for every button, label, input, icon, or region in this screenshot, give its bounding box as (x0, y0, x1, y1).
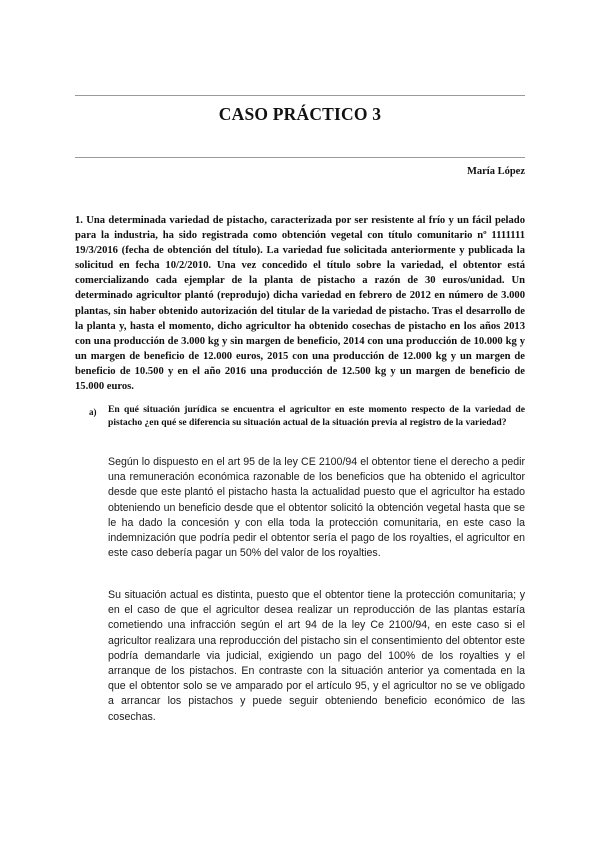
top-divider (75, 95, 525, 96)
question-paragraph: 1. Una determinada variedad de pistacho, caracterizada por ser resistente al frío y un fácil pelado para la industria, ha sido registrada como obtención vegetal con título comunitario nº 1111111 19/3/2016 (fecha de obtención del título). La variedad fue solicitada anteriormente y publicada la solicitud en fecha 10/2/2010. Una vez concedido el título sobre la variedad, el obtentor está comercializando cada ejemplar de la planta de pistacho a razón de 30 euros/unidad. Un determinado agricultor plantó (reprodujo) dicha variedad en febrero de 2012 en número de 3.000 plantas, sin haber obtenido autorización del titular de la variedad de pistacho. Tras el desarrollo de la planta y, hasta el momento, dicho agricultor ha obtenido cosechas de pistacho en los años 2013 con una producción de 3.000 kg y sin margen de beneficio, 2014 con una producción de 10.000 kg y un margen de beneficio de 12.000 euros, 2015 con una producción de 12.000 kg y un margen de beneficio de 10.500 y en el año 2016 una producción de 12.500 kg y un margen de beneficio de 15.000 euros. (75, 215, 525, 393)
answer-paragraph-2: Su situación actual es distinta, puesto que el obtentor tiene la protección comunitaria; y en el caso de que el agricultor desea realizar un reproducción de las plantas estaría cometiendo una infracción según el art 94 de la ley Ce 2100/94, en este caso si el agricultor realizara una reproducción del pistacho sin el consentimiento del obtentor este podría demandarle via judicial, exigiendo un pago del 100% de los royalties y el arranque de los pistachos. En contraste con la situación anterior ya comentada en la que el obtentor solo se ve amparado por el artículo 95, y el agricultor no se ve obligado a arrancar los pistachos y puede seguir obteniendo beneficio económico de las cosechas. (108, 589, 525, 723)
subquestion-marker: a) (89, 407, 97, 417)
bottom-divider (75, 157, 525, 158)
subquestion-a: En qué situación jurídica se encuentra el agricultor en este momento respecto de la variedad de pistacho ¿en qué se diferencia su situación actual de la situación previa al registro de la variedad? (108, 404, 525, 429)
page-title: CASO PRÁCTICO 3 (218, 104, 382, 124)
author-name: María López (466, 166, 525, 177)
answer-paragraph-1: Según lo dispuesto en el art 95 de la ley CE 2100/94 el obtentor tiene el derecho a pedir una remuneración económica razonable de los beneficios que ha obtenido el agricultor desde que este plantó el pistacho hasta la actualidad puesto que el agricultor ha estado obteniendo un beneficio desde que el obtentor solicitó la obtención vegetal hasta que se le ha dado la concesión y con ella toda la protección comunitaria, en este caso la indemnización que podría pedir el obtentor sería el pago de los royalties, el agricultor en este caso debería pagar un 50% del valor de los royalties. (108, 456, 525, 560)
